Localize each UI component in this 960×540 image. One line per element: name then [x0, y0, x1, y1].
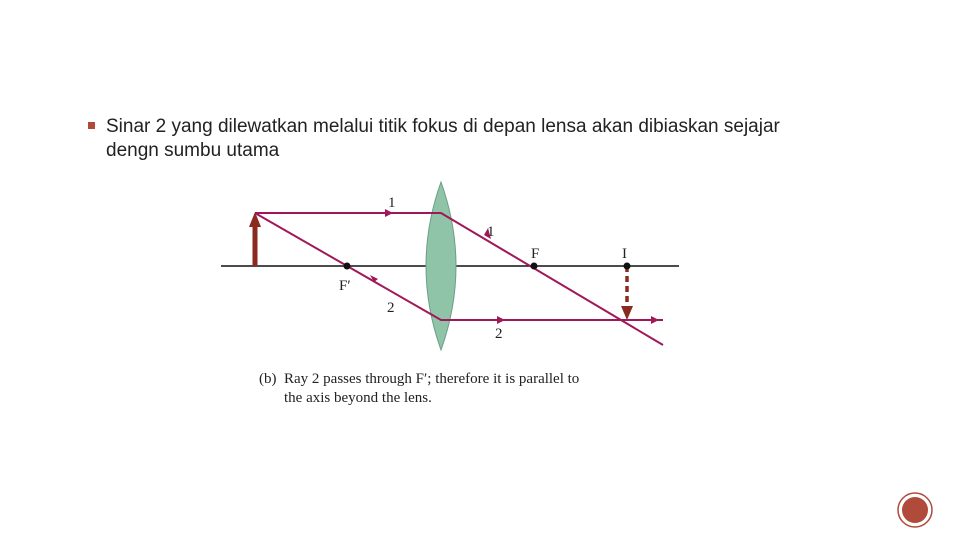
ray-2-refracted-arrow-icon — [497, 316, 505, 324]
bullet-text: Sinar 2 yang dilewatkan melalui titik fokus di depan lensa akan dibiaskan sejajar dengn sumbu utama — [106, 116, 780, 161]
caption-prefix: (b) — [259, 371, 277, 387]
caption-line-1: Ray 2 passes through F′; therefore it is parallel to — [284, 371, 580, 387]
bullet-marker-icon — [88, 122, 95, 129]
label-ray1-incoming: 1 — [388, 195, 396, 211]
label-image: I — [622, 246, 627, 262]
label-ray1-refracted: 1 — [487, 224, 495, 240]
ray-2-end-arrow-icon — [651, 316, 659, 324]
label-focal-left: F′ — [339, 278, 351, 294]
label-focal-right: F — [531, 246, 540, 262]
image-arrow-head — [621, 306, 633, 320]
caption-line-2: the axis beyond the lens. — [284, 390, 432, 406]
convex-lens — [426, 182, 456, 350]
focal-point-left — [344, 263, 351, 270]
image-point — [624, 263, 631, 270]
ray-1 — [255, 213, 663, 345]
focal-point-right — [531, 263, 538, 270]
bullet-item — [88, 115, 808, 163]
label-ray2-refracted: 2 — [495, 326, 503, 342]
slide-number-badge-icon — [896, 491, 934, 529]
label-ray2-incoming: 2 — [387, 300, 395, 316]
object-arrow-head — [249, 212, 261, 227]
lens-ray-diagram — [215, 175, 685, 415]
